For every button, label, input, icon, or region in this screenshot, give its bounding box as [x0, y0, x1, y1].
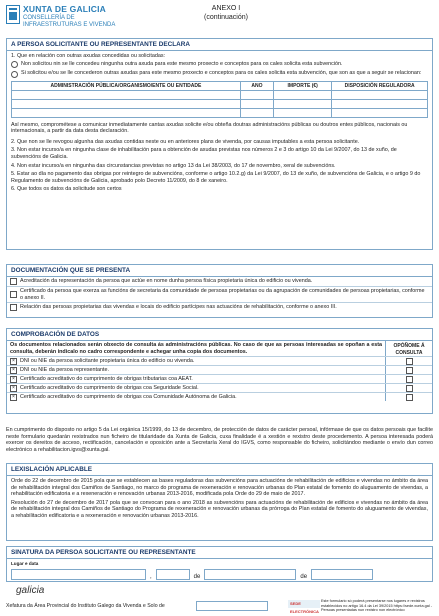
- doc-checkbox[interactable]: [10, 291, 17, 298]
- oppose-checkbox[interactable]: [406, 385, 413, 392]
- oppose-checkbox[interactable]: [406, 367, 413, 374]
- included-mark: ×: [10, 385, 17, 392]
- section-title: COMPROBACIÓN DE DATOS: [7, 329, 432, 341]
- declaration-item: 5. Estar ao día no pagamento das obrigas por reintegro de subvencións, conforme o artigo 10.2.g) da Lei 9/2007, do 13 de xuño, de subvencións de Galicia, e o artigo 9 do Regulamento de subvencións de Galicia, aprobado polo Decreto 11/2009, do 8 de xaneiro.: [11, 171, 421, 184]
- footer-note: Este formulario só poderá presentarse nos lugares e rexistros establecidos no artigo 16.4 da Lei 39/2015 https://sede.xunta.gal - Persoas presentadas nun rexistro non electrónico: [321, 599, 433, 613]
- place-field[interactable]: [11, 569, 146, 580]
- oppose-checkbox[interactable]: [406, 358, 413, 365]
- oppose-checkbox[interactable]: [406, 394, 413, 401]
- header: [6, 3, 433, 33]
- included-mark: ×: [10, 376, 17, 383]
- month-field[interactable]: [204, 569, 296, 580]
- declaration-item: 2. Que non se lle revogou algunha das axudas contidas neste ou en anteriores plans de vivenda, por causas imputables a esta persoa solicitante.: [11, 138, 360, 145]
- office-label: Xefatura da Área Provincial do Instituto Galego da Vivenda e Solo de: [6, 603, 165, 609]
- radio-no-aid[interactable]: [11, 61, 18, 68]
- year-field[interactable]: [311, 569, 373, 580]
- footer: [6, 585, 433, 613]
- aid-table: [11, 81, 428, 118]
- section-title: LEXISLACIÓN APLICABLE: [7, 464, 432, 476]
- department: CONSELLERÍA DE INFRAESTRUTURAS E VIVENDA: [23, 15, 116, 28]
- verification-intro: Os documentos relacionados serán obxecto de consulta ás administracións públicas. No caso de que as persoas interesadas se opoñan a esta consulta, deberán indicalo no cadro correspondente e achegar unha copia dos documentos.: [10, 342, 382, 355]
- doc-item[interactable]: Certificado da persoa que exerza as funcións de secretaria da comunidade de persoas propietarias ou da agrupación de comunidades de persoas propietarias, conforme o anexo II.: [7, 287, 432, 303]
- declaration-item: 4. Non estar incurso/a en ningunha das circunstancias previstas no artigo 13 da Lei 38/2003, do 17 de novembro, xeral de subvencións.: [11, 162, 336, 169]
- legislation-paragraph: Orde do 22 de decembro de 2015 pola que se establecen as bases reguladoras das subvencións para actuacións de rehabilitación de edificios e vivendas no ámbito da área de rehabilitación integral dos Camiños de Santiago, no marco do programa de rexeneración e renovación urbanas do Plan estatal de fomento do aluguamento de vivendas, a rehabilitación edificatoria e a rexeneración e renovación urbanas 2013-2016, modificada pola Orde do 29 de maio de 2017.: [11, 478, 428, 498]
- radio-yes-aid[interactable]: [11, 71, 18, 78]
- table-row[interactable]: [12, 108, 428, 117]
- option-no-aid[interactable]: Non solicitou nin se lle concedeu ningunha outra axuda para este mesmo proxecto e conceptos para os cales solicita esta subvención.: [11, 61, 428, 68]
- doc-item[interactable]: Relación das persoas propietarias das vivendas e locais do edificio partícipes nas actuacións de rehabilitación, conforme o anexo III.: [7, 303, 432, 312]
- documentation-section: [6, 264, 433, 318]
- col-header-year: ANO: [240, 81, 273, 90]
- annex-title: ANEXO I (continuación): [204, 5, 248, 21]
- verification-item: × Certificado acreditativo do cumprimento de obrigas coa Comunidade Autónoma de Galicia.: [7, 393, 432, 401]
- col-header-amount: IMPORTE (€): [274, 81, 332, 90]
- doc-checkbox[interactable]: [10, 278, 17, 285]
- verification-item: × Certificado acreditativo do cumprimento de obrigas coa Seguridade Social.: [7, 384, 432, 393]
- question-1: 1. Que en relación con outras axudas concedidas ou solicitadas:: [11, 53, 166, 59]
- included-mark: ×: [10, 358, 17, 365]
- option-yes-aid[interactable]: Si solicitou e/ou se lle concederon outras axudas para este mesmo proxecto e conceptos para os cales solicita esta subvención, que son as que a seguir se relacionan:: [11, 70, 428, 78]
- declaration-section: [6, 38, 433, 250]
- table-row[interactable]: [12, 90, 428, 99]
- col-header-regulation: DISPOSICIÓN REGULADORA: [332, 81, 428, 90]
- declaration-item: 3. Non estar incurso/a en ningunha clase de inhabilitación para a obtención de axudas previstas nos números 2 e 3 do artigo 10 da Lei 9/2007, do 13 de xuño, de subvencións de Galicia.: [11, 147, 397, 160]
- col-header-entity: ADMINISTRACIÓN PÚBLICA/ORGANISMO/ENTE OU ENTIDADE: [12, 81, 241, 90]
- electronic-seal: SEDE ELECTRÓNICA: [290, 601, 319, 614]
- brand-name: XUNTA DE GALICIA: [23, 4, 107, 14]
- commitment-text: Así mesmo, comprométese a comunicar inmediatamente cantas axudas solicite e/ou obteña doutras administracións públicas ou doutros entes públicos, nacionais ou internacionais, a partir da data desta declaración.: [11, 121, 408, 135]
- legislation-paragraph: Resolución do 27 de decembro de 2017 pola que se convocan para o ano 2018 as subvencións para actuacións de rehabilitación de edificios e vivendas no ámbito da área de rehabilitación integral dos Camiños de Santiago do Programa de rexeneración e renovación urbanas da prórroga do Plan estatal de fomento do aluguamento de vivendas, a rehabilitación edificatoria e a rexeneración e renovación urbanas 2013-2016.: [11, 499, 428, 519]
- xunta-logo-icon: [6, 5, 20, 24]
- signature-section: SINATURA DA PERSOA SOLICITANTE OU REPRESENTANTE Lugar e data , de de: [6, 546, 433, 582]
- galicia-logo: galicia: [16, 585, 45, 596]
- included-mark: ×: [10, 394, 17, 401]
- legislation-section: [6, 463, 433, 541]
- table-row[interactable]: [12, 99, 428, 108]
- section-title: A PERSOA SOLICITANTE OU REPRESENTANTE DECLARA: [7, 39, 432, 51]
- section-title: SINATURA DA PERSOA SOLICITANTE OU REPRESENTANTE: [7, 547, 432, 559]
- verification-item: × Certificado acreditativo do cumprimento de obrigas tributarias coa AEAT.: [7, 375, 432, 384]
- declaration-item: 6. Que todos os datos da solicitude son certos: [11, 186, 122, 193]
- office-field[interactable]: [196, 601, 268, 611]
- doc-item[interactable]: Acreditación da representación da persoa que actúe en nome dunha persoa física propietaria única do edificio ou vivenda.: [7, 277, 432, 287]
- oppose-checkbox[interactable]: [406, 376, 413, 383]
- verification-section: [6, 328, 433, 414]
- data-protection-text: En cumprimento do disposto no artigo 5 da Lei orgánica 15/1999, do 13 de decembro, de protección de datos de carácter persoal, infórmase de que os datos persoais que facilite neste formulario quedarán rexistrados nun ficheiro de titularidade da Xunta de Galicia, cuxa finalidade é a xestión e rexistro deste procedemento. A persoa interesada poderá exercer os dereitos de acceso, rectificación, cancelación e oposición ante a Secretaría Xeral do IGVS, como responsable do ficheiro, solicitándoo mediante o envío dun correo electrónico a rehabilitacion.igvs@xunta.gal.: [6, 427, 433, 453]
- section-title: DOCUMENTACIÓN QUE SE PRESENTA: [7, 265, 432, 277]
- day-field[interactable]: [156, 569, 190, 580]
- oppose-header: OPÓÑOME Á CONSULTA: [385, 341, 432, 356]
- verification-item: × DNI ou NIE da persoa representante.: [7, 366, 432, 375]
- verification-item: × DNI ou NIE da persoa solicitante propietaria única do edificio ou vivenda.: [7, 357, 432, 366]
- doc-checkbox[interactable]: [10, 304, 17, 311]
- place-date-label: Lugar e data: [11, 561, 39, 566]
- included-mark: ×: [10, 367, 17, 374]
